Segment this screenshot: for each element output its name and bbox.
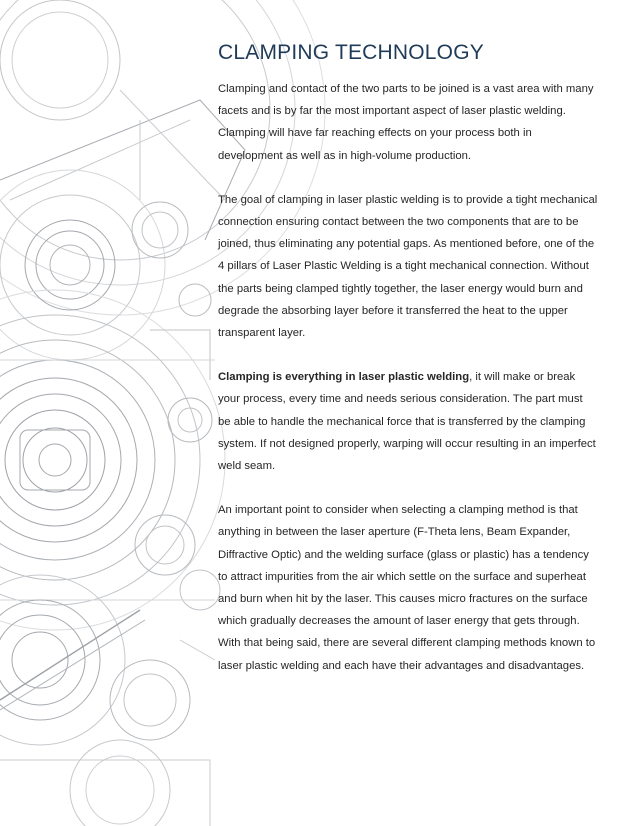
paragraph-3-text: , it will make or break your process, every time and needs serious consideration. The part must be able to handle the mechanical force that is transferred by the clamping system. If not designed properly, warping will occur resulting in an imperfect weld seam. — [218, 371, 596, 473]
page-title: CLAMPING TECHNOLOGY — [218, 41, 484, 64]
paragraph-1-text: Clamping and contact of the two parts to be joined is a vast area with many facets and is by far the most important aspect of laser plastic welding. Clamping will have far reaching effects on your process both in development as well as in high-volume production. — [218, 83, 594, 162]
paragraph-2 — [218, 189, 598, 344]
paragraph-1 — [218, 78, 598, 167]
paragraph-2-text: The goal of clamping in laser plastic welding is to provide a tight mechanical connection ensuring contact between the two components that are to be joined, thus eliminating any potential gaps. As mentioned before, one of the 4 pillars of Laser Plastic Welding is a tight mechanical connection. Without the parts being clamped tightly together, the laser energy would burn and degrade the absorbing layer before it transferred the heat to the upper transparent layer. — [218, 193, 598, 340]
paragraph-4 — [218, 499, 598, 677]
document-body — [218, 38, 598, 699]
paragraph-3-bold: Clamping is everything in laser plastic welding — [218, 371, 470, 384]
paragraph-4-text: An important point to consider when selecting a clamping method is that anything in between the laser aperture (F-Theta lens, Beam Expander, Diffractive Optic) and the welding surface (glass or plastic) has a tendency to attract impurities from the air which settle on the surface and superheat and burn when hit by the laser. This causes micro fractures on the surface which gradually decreases the amount of laser energy that gets through. With that being said, there are several different clamping methods known to laser plastic welding and each have their advantages and disadvantages. — [218, 504, 596, 672]
paragraph-3 — [218, 366, 598, 477]
